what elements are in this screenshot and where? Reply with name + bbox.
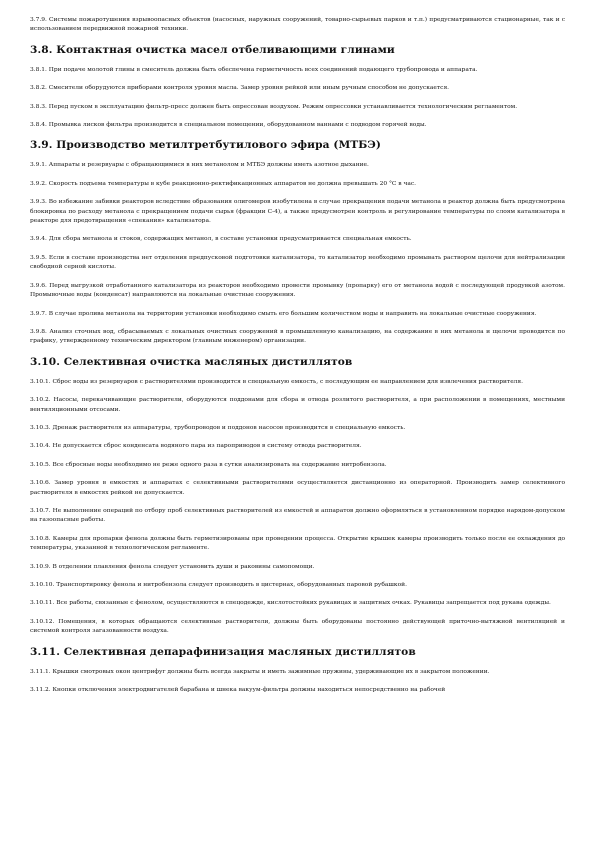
paragraph: 3.9.7. В случае пролива метанола на территории установки необходимо смыть его большим количеством воды и направить на локальные очистные сооружения. xyxy=(30,310,537,317)
paragraph: 3.10.2. Насосы, перекачивающие растворители, оборудуются поддонами для сбора и отвода розлитого растворителя, а при расположении в помещениях, местными вентиляционными отсосами. xyxy=(30,397,565,413)
paragraph: 3.10.6. Замер уровня в емкостях и аппаратах с селективными растворителями осуществляется дистанционно из операторной. Производить замер селективного растворителя в емкостях рейкой не допускается. xyxy=(30,480,565,496)
section-heading: 3.8. Контактная очистка масел отбеливающими глинами xyxy=(30,43,395,56)
paragraph: 3.10.5. Все сбросные воды необходимо не реже одного раза в сутки анализировать на содержание нитробензола. xyxy=(30,461,387,468)
paragraph: 3.10.3. Дренаж растворителя из аппаратуры, трубопроводов и поддонов насосов производится в специальную емкость. xyxy=(30,424,406,431)
paragraph: 3.10.8. Камеры для пропарки фенола должны быть герметизированы при проведении процесса. Открытие крышек камеры производить только после ее охлаждения до температуры, указанной в технологическом регламенте. xyxy=(30,535,565,552)
paragraph: 3.8.2. Смесители оборудуются приборами контроля уровня масла. Замер уровня рейкой или иным ручным способом не допускается. xyxy=(30,85,450,92)
paragraph: 3.10.7. Не выполнение операций по отбору проб селективных растворителей из емкостей и аппаратов должно оформляться в установленном порядке нарядом-допуском на газоопасные работы. xyxy=(30,507,565,524)
paragraph: 3.9.4. Для сбора метанола и стоков, содержащих метанол, в составе установки предусматривается специальная емкость. xyxy=(30,236,412,243)
section-heading: 3.11. Селективная депарафинизация масляных дистиллятов xyxy=(30,645,416,658)
paragraph: 3.10.4. Не допускается сброс конденсата водяного пара из пароприводов в систему отвода растворителя. xyxy=(30,443,362,450)
paragraph: 3.9.1. Аппараты и резервуары с обращающимися в них метанолом и МТБЭ должны иметь азотное дыхание. xyxy=(30,162,369,169)
paragraph: 3.8.1. При подаче молотой глины в смеситель должна быть обеспечена герметичность всех соединений подающего трубопровода и аппарата. xyxy=(30,66,478,73)
paragraph: 3.7.9. Системы пожаротушения взрывоопасных объектов (насосных, наружных сооружений, товарно-сырьевых парков и т.п.) предусматриваются стационарные, так и с использованием передвижной пожарной техники. xyxy=(30,17,565,33)
paragraph: 3.11.1. Крышки смотровых окон центрифуг должны быть всегда закрыты и иметь зажимные пружины, удерживающие их в закрытом положении. xyxy=(30,668,490,675)
paragraph: 3.11.2. Кнопки отключения электродвигателей барабана и шнека вакуум-фильтра должны находиться непосредственно на рабочей xyxy=(30,687,446,694)
paragraph: 3.8.3. Перед пуском в эксплуатацию фильтр-пресс должен быть опрессован воздухом. Режим опрессовки устанавливается технологическим регламентом. xyxy=(30,103,518,110)
paragraph: 3.9.2. Скорость подъема температуры в кубе реакционно-ректификационных аппаратов не должна превышать 20 °С в час. xyxy=(30,180,417,187)
paragraph: 3.8.4. Промывка лисков фильтра производится в специальном помещении, оборудованном ваннами с подводом горячей воды. xyxy=(30,122,427,129)
section-heading: 3.10. Селективная очистка масляных дистиллятов xyxy=(30,355,353,368)
paragraph: 3.9.8. Анализ сточных вод, сбрасываемых с локальных очистных сооружений в промышленную канализацию, на содержание в них метанола и щелочи проводится по графику, утвержденному техническим директором (главным инженером) организации. xyxy=(30,328,565,345)
section-heading: 3.9. Производство метилтретбутилового эфира (МТБЭ) xyxy=(30,139,382,152)
paragraph: 3.9.3. Во избежание забивки реакторов вследствие образования олигомеров изобутилена в случае прекращения подачи метанола в реактор должна быть предусмотрена блокировка по расходу метанола с прекращением подачи сырья (фракции С-4), а также предусмотрен контроль и регулирование температуры по слоям катализатора в реакторе для предотвращения «спекания» катализатора. xyxy=(30,199,565,225)
paragraph: 3.9.6. Перед выгрузкой отработанного катализатора из реакторов необходимо провести промывку (пропарку) его от метанола водой с последующей продувкой азотом. Промывочные воды (конденсат) направляются на локальные очистные сооружения. xyxy=(30,282,565,299)
paragraph: 3.10.1. Сброс воды из резервуаров с растворителями производится в специальную емкость, с последующим ее направлением для извлечения растворителя. xyxy=(30,378,524,385)
paragraph: 3.10.9. В отделении плавления фенола следует установить души и раковины самопомощи. xyxy=(30,563,315,570)
paragraph: 3.10.11. Все работы, связанные с фенолом, осуществляются в спецодежде, кислотостойких рукавицах и защитных очках. Рукавицы запрещается под рукава одежды. xyxy=(30,600,551,607)
paragraph: 3.10.10. Транспортировку фенола и нитробензола следует производить в цистернах, оборудованных паровой рубашкой. xyxy=(30,582,407,588)
paragraph: 3.10.12. Помещения, в которых обращаются селективные растворители, должны быть оборудованы постоянно действующей приточно-вытяжной вентиляцией и системой контроля загазованности воздуха. xyxy=(30,618,565,635)
document-body xyxy=(30,16,565,695)
paragraph: 3.9.5. Если в составе производства нет отделения предпусковой подготовки катализатора, то катализатор необходимо промывать раствором щелочи для нейтрализации свободной серной кислоты. xyxy=(30,254,565,271)
